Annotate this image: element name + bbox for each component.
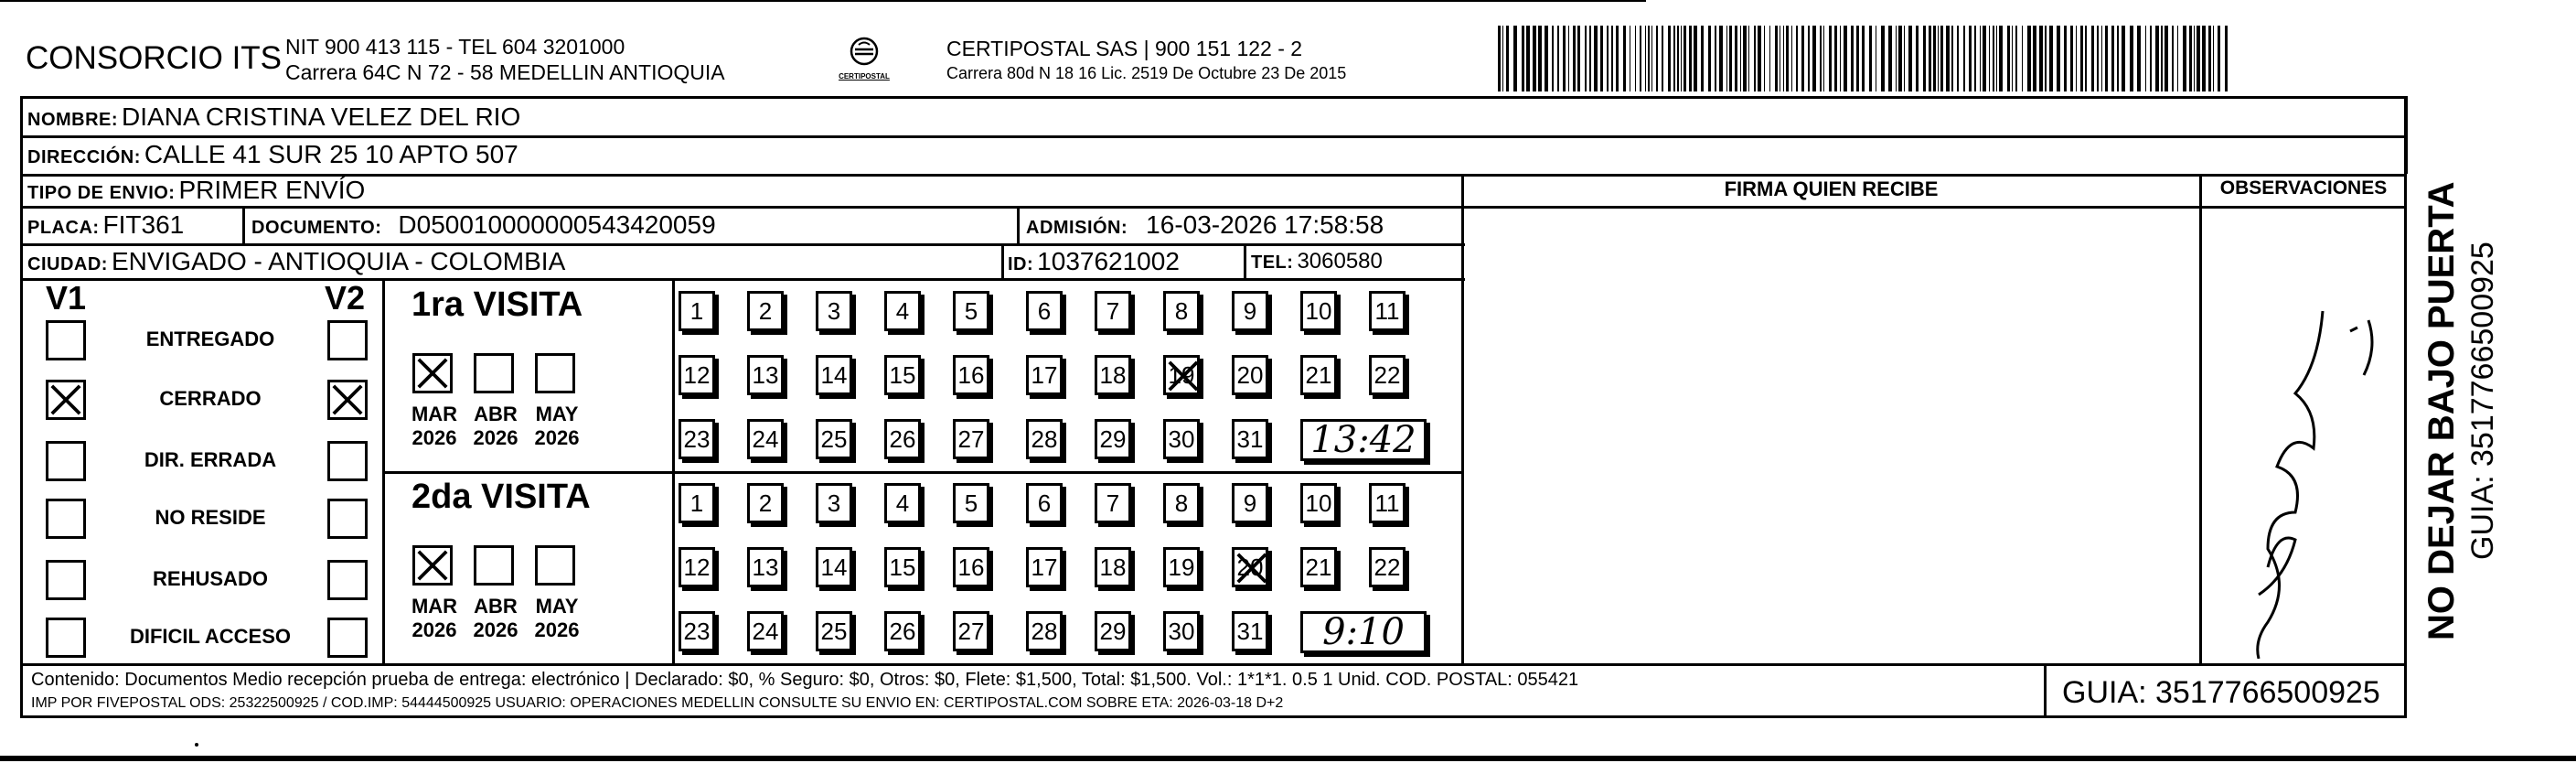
day-number: 27: [957, 424, 985, 453]
day-number: 29: [1099, 617, 1127, 645]
day-box[interactable]: [884, 291, 921, 331]
day-box[interactable]: [884, 419, 921, 459]
day-number: 16: [957, 360, 985, 389]
day-box[interactable]: [816, 355, 852, 395]
v1-checkbox[interactable]: [46, 380, 86, 420]
day-number: 26: [889, 617, 916, 645]
day-box[interactable]: [816, 611, 852, 651]
tipo-label: TIPO DE ENVIO:: [27, 183, 176, 203]
day-number: 6: [1037, 489, 1052, 517]
day-box[interactable]: [1095, 611, 1131, 651]
check-x-icon: [1235, 550, 1269, 586]
footer-line2: IMP POR FIVEPOSTAL ODS: 25322500925 / COD.IMP: 54444500925 USUARIO: OPERACIONES MEDELLIN CONSULTE SU ENVIO EN: CERTIPOSTAL.COM SOBRE ETA: 2026-03-18 D+2: [31, 695, 1284, 711]
v1-checkbox[interactable]: [46, 441, 86, 481]
day-number: 4: [895, 489, 910, 517]
day-box[interactable]: [1232, 483, 1268, 523]
day-number: 29: [1099, 424, 1127, 453]
day-number: 31: [1236, 617, 1264, 645]
day-box[interactable]: [816, 547, 852, 587]
admision-label: ADMISIÓN:: [1026, 218, 1128, 238]
day-number: 22: [1374, 553, 1401, 581]
ciudad-value: ENVIGADO - ANTIOQUIA - COLOMBIA: [111, 247, 566, 275]
certipostal-logo-text: CERTIPOSTAL: [839, 72, 890, 81]
day-box[interactable]: [747, 547, 784, 587]
day-number: 18: [1099, 360, 1127, 389]
day-box[interactable]: [1232, 611, 1268, 651]
row-rule: [20, 243, 1465, 246]
col-rule: [2044, 663, 2047, 718]
month-checkbox[interactable]: [412, 353, 453, 393]
documento-value: D050010000000543420059: [398, 210, 716, 239]
day-box[interactable]: [679, 419, 715, 459]
check-x-icon: [330, 382, 365, 417]
month-year: 2026: [473, 618, 518, 641]
day-box[interactable]: [953, 483, 989, 523]
v1-header: V1: [46, 279, 87, 317]
row-rule: [20, 663, 2407, 666]
col-rule: [1001, 245, 1004, 280]
company-nit: NIT 900 413 115 - TEL 604 3201000: [285, 35, 625, 59]
top-rule: [0, 0, 1646, 2]
day-number: 28: [1031, 617, 1058, 645]
direccion-label: DIRECCIÓN:: [27, 147, 141, 167]
day-number: 5: [964, 296, 978, 325]
day-box[interactable]: [1369, 483, 1406, 523]
day-number: 12: [683, 553, 711, 581]
v2-checkbox[interactable]: [327, 320, 368, 360]
day-box[interactable]: [747, 291, 784, 331]
v1-checkbox[interactable]: [46, 560, 86, 600]
day-number: 14: [820, 553, 848, 581]
tipo-field: [27, 176, 365, 205]
day-box[interactable]: [816, 291, 852, 331]
day-number: 9: [1243, 296, 1257, 325]
day-box[interactable]: [1300, 291, 1337, 331]
day-number: 1: [689, 489, 704, 517]
day-box[interactable]: [1095, 291, 1131, 331]
day-number: 16: [957, 553, 985, 581]
day-box[interactable]: [1163, 611, 1200, 651]
day-number: 1: [689, 296, 704, 325]
col-rule: [1017, 209, 1020, 245]
documento-label: DOCUMENTO:: [251, 218, 382, 238]
day-number: 9: [1243, 489, 1257, 517]
month-year: 2026: [473, 426, 518, 449]
visit-time: 13:42: [1300, 419, 1427, 461]
status-label: NO RESIDE: [155, 506, 266, 529]
day-number: 30: [1168, 617, 1195, 645]
day-number: 5: [964, 489, 978, 517]
check-x-icon: [415, 356, 450, 391]
day-box[interactable]: [679, 291, 715, 331]
day-number: 28: [1031, 424, 1058, 453]
day-number: 26: [889, 424, 916, 453]
day-number: 13: [752, 360, 779, 389]
month-label: ABR: [474, 595, 518, 618]
row-rule: [20, 135, 2407, 138]
day-number: 25: [820, 617, 848, 645]
dot-mark: [195, 743, 198, 747]
status-label: DIR. ERRADA: [144, 448, 277, 471]
day-box[interactable]: [1026, 355, 1063, 395]
day-box[interactable]: [953, 419, 989, 459]
day-box[interactable]: [1300, 547, 1337, 587]
day-number: 25: [820, 424, 848, 453]
ciudad-label: CIUDAD:: [27, 254, 108, 274]
day-number: 15: [889, 553, 916, 581]
handwritten-signature: [2204, 265, 2405, 659]
id-value: 1037621002: [1037, 247, 1180, 275]
day-box[interactable]: [1369, 291, 1406, 331]
day-box[interactable]: [1232, 355, 1268, 395]
month-label: ABR: [474, 403, 518, 425]
day-box[interactable]: [1369, 547, 1406, 587]
month-year: 2026: [412, 426, 457, 449]
day-number: 4: [895, 296, 910, 325]
day-box[interactable]: [747, 419, 784, 459]
v1-checkbox[interactable]: [46, 618, 86, 658]
day-box[interactable]: [1300, 483, 1337, 523]
admision-field: [1026, 210, 1384, 240]
status-label: REHUSADO: [153, 567, 268, 590]
day-box[interactable]: [953, 611, 989, 651]
col-rule: [2405, 96, 2408, 174]
day-number: 13: [752, 553, 779, 581]
day-number: 24: [752, 424, 779, 453]
row-rule: [1463, 206, 2407, 209]
tel-field: [1251, 249, 1383, 274]
visit-time: 9:10: [1300, 611, 1427, 653]
status-label: CERRADO: [159, 387, 262, 410]
v2-checkbox[interactable]: [327, 560, 368, 600]
day-number: 7: [1106, 489, 1120, 517]
day-box[interactable]: [1026, 547, 1063, 587]
v2-checkbox[interactable]: [327, 441, 368, 481]
row-rule: [20, 174, 2407, 177]
day-box[interactable]: [747, 483, 784, 523]
day-box[interactable]: [747, 355, 784, 395]
tipo-value: PRIMER ENVÍO: [178, 176, 366, 204]
month-label: MAR: [411, 595, 458, 618]
observaciones-header: OBSERVACIONES: [2219, 177, 2388, 199]
day-box[interactable]: [1026, 483, 1063, 523]
day-number: 10: [1305, 296, 1332, 325]
day-box[interactable]: [679, 547, 715, 587]
day-box[interactable]: [1026, 419, 1063, 459]
status-label: DIFICIL ACCESO: [129, 625, 291, 648]
day-number: 8: [1174, 296, 1189, 325]
month-checkbox[interactable]: [474, 545, 514, 586]
day-number: 31: [1236, 424, 1264, 453]
check-x-icon: [48, 382, 83, 417]
day-number: 7: [1106, 296, 1120, 325]
month-label: MAR: [411, 403, 458, 425]
v2-checkbox[interactable]: [327, 380, 368, 420]
day-number: 22: [1374, 360, 1401, 389]
certipostal-logo: [823, 37, 905, 91]
day-box[interactable]: [1095, 355, 1131, 395]
day-box[interactable]: [884, 547, 921, 587]
day-box[interactable]: [1026, 291, 1063, 331]
day-number: 24: [752, 617, 779, 645]
v1-checkbox[interactable]: [46, 499, 86, 539]
nombre-value: DIANA CRISTINA VELEZ DEL RIO: [122, 102, 521, 131]
day-box[interactable]: [1163, 483, 1200, 523]
day-number: 6: [1037, 296, 1052, 325]
day-box[interactable]: [747, 611, 784, 651]
month-year: 2026: [534, 618, 580, 641]
day-number: 19: [1168, 553, 1195, 581]
direccion-value: CALLE 41 SUR 25 10 APTO 507: [144, 140, 518, 168]
v2-header: V2: [325, 279, 366, 317]
day-box[interactable]: [1300, 355, 1337, 395]
nombre-field: [27, 102, 520, 132]
side-guia: GUIA: 3517766500925: [2465, 242, 2500, 560]
visit-title: 1ra VISITA: [412, 285, 583, 324]
company-name: CONSORCIO ITS: [26, 40, 283, 76]
day-box[interactable]: [953, 355, 989, 395]
month-checkbox[interactable]: [474, 353, 514, 393]
day-number: 11: [1374, 296, 1400, 325]
month-year: 2026: [534, 426, 580, 449]
month-year: 2026: [412, 618, 457, 641]
day-number: 17: [1031, 360, 1058, 389]
month-label: MAY: [535, 595, 579, 618]
documento-field: [251, 210, 716, 240]
admision-value: 16-03-2026 17:58:58: [1146, 210, 1384, 239]
barcode: [1498, 26, 2229, 91]
day-number: 2: [758, 296, 773, 325]
row-rule: [20, 278, 1465, 281]
day-number: 23: [683, 424, 711, 453]
day-number: 11: [1374, 489, 1400, 517]
carrier-line2: Carrera 80d N 18 16 Lic. 2519 De Octubre 23 De 2015: [946, 64, 1347, 82]
tel-value: 3060580: [1297, 249, 1383, 274]
day-box[interactable]: [884, 611, 921, 651]
check-x-icon: [1166, 358, 1201, 394]
day-box[interactable]: [884, 355, 921, 395]
v2-checkbox[interactable]: [327, 499, 368, 539]
day-number: 27: [957, 617, 985, 645]
company-address: Carrera 64C N 72 - 58 MEDELLIN ANTIOQUIA: [285, 60, 725, 84]
day-box[interactable]: [679, 355, 715, 395]
day-box[interactable]: [1232, 547, 1268, 587]
day-box[interactable]: [1163, 419, 1200, 459]
day-box[interactable]: [953, 291, 989, 331]
month-checkbox[interactable]: [535, 353, 575, 393]
col-rule: [2199, 174, 2202, 664]
status-label: ENTREGADO: [145, 328, 275, 350]
day-number: 19: [1168, 360, 1195, 389]
day-box[interactable]: [1163, 547, 1200, 587]
month-label: MAY: [535, 403, 579, 425]
day-box[interactable]: [1163, 291, 1200, 331]
day-number: 8: [1174, 489, 1189, 517]
day-number: 18: [1099, 553, 1127, 581]
day-number: 17: [1031, 553, 1058, 581]
month-checkbox[interactable]: [535, 545, 575, 586]
id-field: [1008, 247, 1180, 276]
day-number: 30: [1168, 424, 1195, 453]
day-number: 2: [758, 489, 773, 517]
footer-guia: GUIA: 3517766500925: [2062, 675, 2380, 710]
day-box[interactable]: [1163, 355, 1200, 395]
col-rule: [242, 209, 245, 245]
day-box[interactable]: [1369, 355, 1406, 395]
footer-line1: Contenido: Documentos Medio recepción prueba de entrega: electrónico | Declarado: $0, % Seguro: $0, Otros: $0, Flete: $1,500, Total: $1,500. Vol.: 1*1*1. 0.5 1 Unid. COD. POSTAL: 055421: [31, 670, 1579, 690]
ciudad-field: [27, 247, 565, 276]
side-warning: NO DEJAR BAJO PUERTA: [2421, 181, 2462, 640]
v1-checkbox[interactable]: [46, 320, 86, 360]
page-bottom-rule: [0, 756, 2576, 761]
day-number: 20: [1236, 360, 1264, 389]
direccion-field: [27, 140, 518, 169]
placa-value: FIT361: [102, 210, 185, 239]
carrier-line1: CERTIPOSTAL SAS | 900 151 122 - 2: [946, 37, 1303, 60]
day-box[interactable]: [679, 611, 715, 651]
day-box[interactable]: [884, 483, 921, 523]
v2-checkbox[interactable]: [327, 618, 368, 658]
day-number: 3: [827, 296, 841, 325]
day-number: 21: [1305, 360, 1332, 389]
visit-title: 2da VISITA: [412, 478, 591, 516]
placa-field: [27, 210, 184, 240]
day-number: 15: [889, 360, 916, 389]
day-number: 14: [820, 360, 848, 389]
id-label: ID:: [1008, 254, 1034, 274]
day-number: 21: [1305, 553, 1332, 581]
day-box[interactable]: [1095, 547, 1131, 587]
day-number: 12: [683, 360, 711, 389]
nombre-label: NOMBRE:: [27, 110, 119, 130]
day-box[interactable]: [1232, 291, 1268, 331]
col-rule: [1461, 174, 1464, 664]
day-box[interactable]: [1026, 611, 1063, 651]
day-box[interactable]: [1095, 483, 1131, 523]
day-box[interactable]: [1232, 419, 1268, 459]
day-number: 23: [683, 617, 711, 645]
month-checkbox[interactable]: [412, 545, 453, 586]
certipostal-logo-icon: [846, 37, 882, 68]
day-box[interactable]: [679, 483, 715, 523]
day-box[interactable]: [1095, 419, 1131, 459]
col-rule: [1244, 245, 1246, 280]
check-x-icon: [415, 548, 450, 583]
day-number: 20: [1236, 553, 1264, 581]
day-number: 10: [1305, 489, 1332, 517]
visit-divider: [382, 471, 1461, 474]
day-box[interactable]: [953, 547, 989, 587]
tel-label: TEL:: [1251, 253, 1294, 273]
firma-header: FIRMA QUIEN RECIBE: [1724, 177, 1939, 200]
day-box[interactable]: [816, 419, 852, 459]
day-number: 3: [827, 489, 841, 517]
placa-label: PLACA:: [27, 218, 100, 238]
day-box[interactable]: [816, 483, 852, 523]
